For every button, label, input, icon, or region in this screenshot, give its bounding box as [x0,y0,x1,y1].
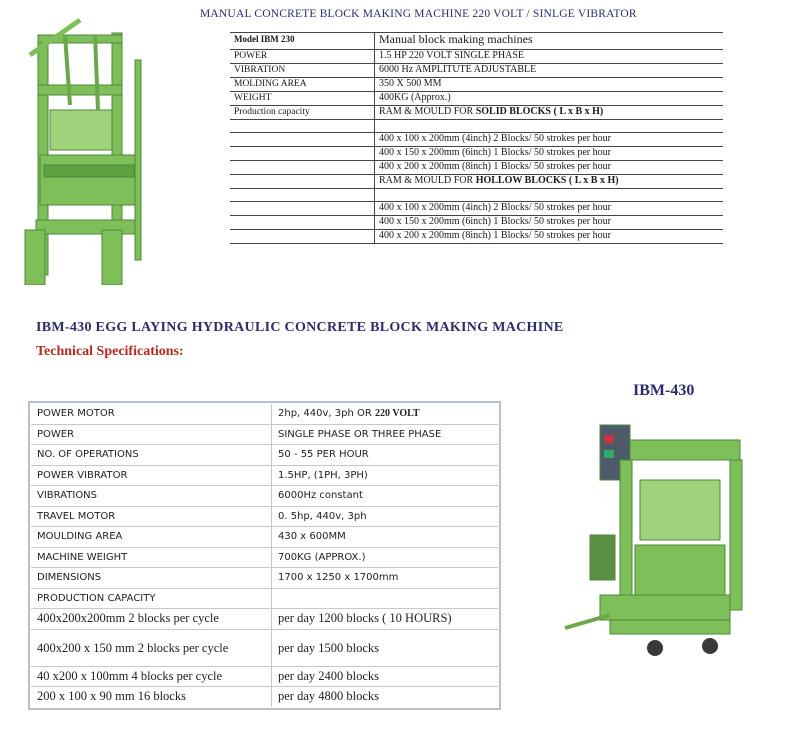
production-capacity-label: PRODUCTION CAPACITY [31,589,272,610]
table-row: 400 x 150 x 200mm (6inch) 1 Blocks/ 50 strokes per hour [230,216,723,230]
table-row: TRAVEL MOTOR 0. 5hp, 440v, 3ph [31,507,498,528]
model-label: Model IBM 230 [230,33,375,50]
table-row: Production capacity RAM & MOULD FOR SOLID BLOCKS ( L x B x H) [230,106,723,120]
hydraulic-machine-image [560,420,775,660]
ibm230-spec-table [230,32,723,244]
table-row: 40 x200 x 100mm 4 blocks per cycle per day 2400 blocks [31,667,498,688]
table-row: 400x200 x 150 mm 2 blocks per cycle per day 1500 blocks [31,630,498,667]
table-row: VIBRATION 6000 Hz AMPLITUTE ADJUSTABLE [230,64,723,78]
production-capacity-label: Production capacity [230,106,375,120]
ibm430-spec-table-frame [28,401,501,710]
hollow-blocks-heading: HOLLOW BLOCKS ( L x B x H) [475,175,619,186]
table-row: 400 x 200 x 200mm (8inch) 1 Blocks/ 50 strokes per hour [230,161,723,175]
table-row: POWER SINGLE PHASE OR THREE PHASE [31,425,498,446]
table-row: 400 x 100 x 200mm (4inch) 2 Blocks/ 50 strokes per hour [230,202,723,216]
manual-machine-image [10,15,170,285]
model-value: Manual block making machines [375,33,724,50]
table-row: VIBRATIONS 6000Hz constant [31,486,498,507]
solid-blocks-heading: SOLID BLOCKS ( L x B x H) [475,106,604,117]
table-row: MOULDING AREA 430 x 600MM [31,527,498,548]
table-row: 400x200x200mm 2 blocks per cycle per day 1200 blocks ( 10 HOURS) [31,609,498,630]
table-row: MACHINE WEIGHT 700KG (APPROX.) [31,548,498,569]
technical-specifications-heading: Technical Specifications: [36,344,184,359]
ibm430-spec-table [31,404,498,707]
table-row: 400 x 200 x 200mm (8inch) 1 Blocks/ 50 strokes per hour [230,230,723,244]
table-row: RAM & MOULD FOR HOLLOW BLOCKS ( L x B x H) [230,175,723,189]
table-row [230,120,723,133]
table-row: 400 x 100 x 200mm (4inch) 2 Blocks/ 50 strokes per hour [230,133,723,147]
ibm430-image-label: IBM-430 [633,382,695,399]
top-title: MANUAL CONCRETE BLOCK MAKING MACHINE 220 VOLT / SINLGE VIBRATOR [200,8,637,20]
table-row [230,33,723,50]
table-row: POWER 1.5 HP 220 VOLT SINGLE PHASE [230,50,723,64]
table-row: WEIGHT 400KG (Approx.) [230,92,723,106]
table-row [230,189,723,202]
table-row: POWER VIBRATOR 1.5HP, (1PH, 3PH) [31,466,498,487]
table-row: POWER MOTOR 2hp, 440v, 3ph OR 220 VOLT [31,404,498,425]
table-row: NO. OF OPERATIONS 50 - 55 PER HOUR [31,445,498,466]
table-row [31,589,498,610]
table-row: 200 x 100 x 90 mm 16 blocks per day 4800 blocks [31,687,498,707]
table-row: MOLDING AREA 350 X 500 MM [230,78,723,92]
table-row: DIMENSIONS 1700 x 1250 x 1700mm [31,568,498,589]
ibm430-heading: IBM-430 EGG LAYING HYDRAULIC CONCRETE BLOCK MAKING MACHINE [36,320,564,335]
table-row: 400 x 150 x 200mm (6inch) 1 Blocks/ 50 strokes per hour [230,147,723,161]
